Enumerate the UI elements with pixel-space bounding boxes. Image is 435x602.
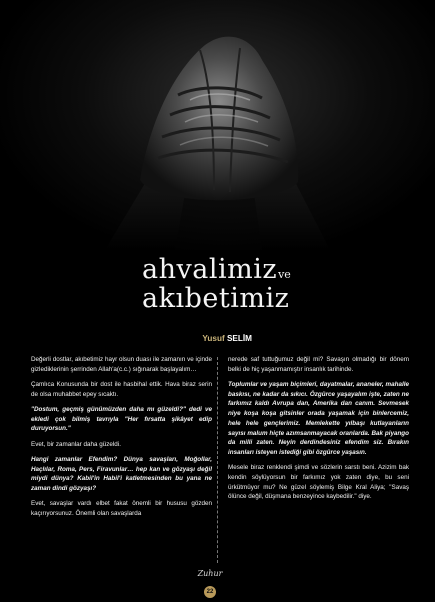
paragraph: Mesele biraz renklendi şimdi ve sözlerin sarstı beni. Azizim bak kendin söylüyorsun bir farkımız yok zaten diye, bu seni ürkütmüyor mu? Ne güzel söylemiş Bilge Kral Aliya; "Savaş ölünce değil, düşmana benzeyince kaybedilir." diye. — [228, 464, 409, 501]
title-word-ahvalimiz: ahvalimiz — [142, 254, 278, 285]
clasped-hands-image — [0, 0, 435, 250]
hero-photo — [0, 0, 435, 250]
paragraph: Evet, bir zamanlar daha güzeldi. — [31, 440, 121, 448]
paragraph: Çamlıca Konusunda bir dost ile hasbihal ettik. Hava biraz serin de olsa muhabbet epey sıcaktı. — [31, 381, 212, 398]
author-last-name: SELİM — [226, 334, 252, 343]
paragraph: nerede saf tuttuğumuz değil mi? Savaşın olmadığı bir dönem belki de hiç yaşanmamıştır insanlık tarihinde. — [228, 356, 409, 373]
page-number-badge: 22 — [204, 586, 216, 598]
quote-paragraph: "Dostum, geçmiş günümüzden daha mı güzeldi?" dedi ve ekledi çok bilmiş tavrıyla "Her fırsatta şikâyet edip duruyorsun." — [31, 406, 212, 433]
left-text-column — [31, 355, 212, 524]
author-first-name: Yusuf — [202, 334, 225, 343]
quote-paragraph: Toplumlar ve yaşam biçimleri, dayatmalar, ananeler, mahalle baskısı, ne kadar da sıkıcı. Özgürce yaşayalım işte, zaten ne farkımız kaldı Avrupa dan, Amerika dan canım. Sevmesek niye koşa koşa gitsinler orada yaşamak için binlercemiz, hele hele gençlerimiz. Memlekette yılbaşı kutlayanların sayısı malum hiçte azımsanmayacak oranlarda. Bak piyango da milli zaten. Neyin derdindesiniz efendim siz. Bırakın insanları isteyen istediği gibi özgürce yaşasın. — [228, 381, 409, 456]
title-line-1 — [142, 256, 291, 283]
magazine-logo: Zuhur — [197, 569, 223, 578]
title-word-ve: ve — [278, 268, 291, 281]
right-text-column — [228, 355, 409, 508]
title-line-2: akıbetimiz — [142, 283, 290, 314]
column-divider — [217, 357, 218, 563]
author-byline — [202, 334, 252, 343]
paragraph: Değerli dostlar, akıbetimiz hayr olsun duası ile zamanın ve içinde gizlediklerinin şerrinden Allah'a(c.c.) sığınarak başlayalım… — [31, 356, 212, 373]
paragraph: Evet, savaşlar vardı elbet fakat önemli bir hususu gözden kaçırıyorsunuz. Önemli olan savaşlarda — [31, 500, 212, 518]
quote-paragraph: Hangi zamanlar Efendim? Dünya savaşları, Moğollar, Haçlılar, Roma, Pers, Firavunlar… hep kan ve gözyaşı değil miydi dünya? Kabil'in Habil'i katletmesinden bu yana ne zaman dindi gözyaşı? — [31, 456, 212, 493]
